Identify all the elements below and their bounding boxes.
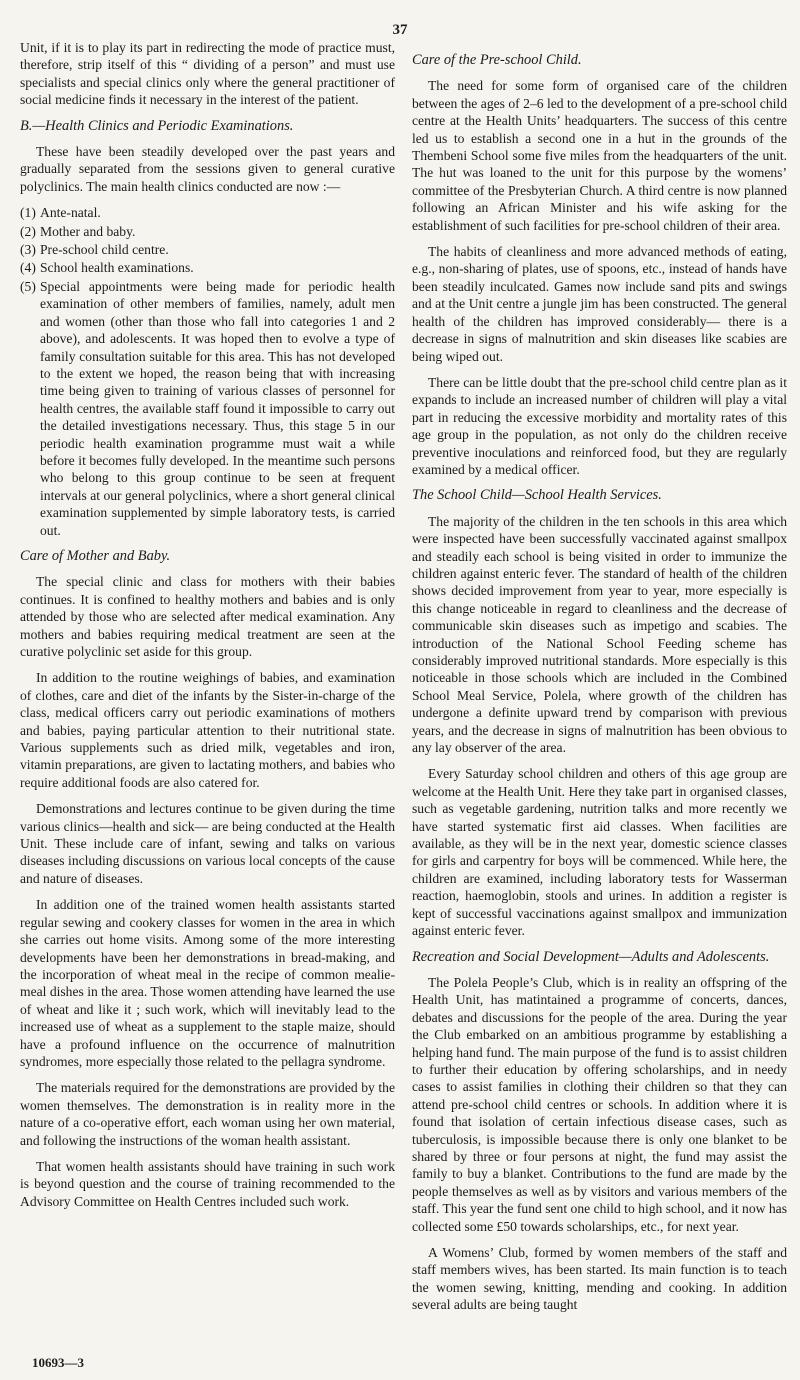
right-column — [412, 48, 787, 1323]
paragraph-preschool-1: The need for some form of organised care of the children between the ages of 2–6 led to the development of a pre-school child centre at the Health Units’ headquarters. The success of this centre led us to establish a second one in a hut in the grounds of the Thembeni School some five miles from the headquarters of the unit. The hut was loaned to the unit for this purpose by the womens’ committee of the Presbyterian Church. A third centre is now planned following an African Minister and his wife asking for the establishment of such facilities for pre-school children of their area. — [412, 78, 787, 233]
clinic-list-item — [20, 204, 395, 221]
paragraph-mother-baby-5: The materials required for the demonstrations are provided by the women themselves. The demonstration is in reality more in the nature of a co-operative effort, each woman using her own material, and following the instructions of the woman health assistant. — [20, 1080, 395, 1148]
left-column — [20, 40, 395, 1219]
paragraph-mother-baby-1: The special clinic and class for mothers with their babies continues. It is confined to healthy mothers and babies and is only attended by those who are selected after medical examination. Any mothers and babies requiring medical treatment are seen at the curative polyclinic set aside for this group. — [20, 574, 395, 659]
clinic-list — [20, 204, 395, 539]
clinic-number: (4) — [20, 260, 36, 276]
clinic-text: Mother and baby. — [40, 223, 136, 239]
paragraph-mother-baby-6: That women health assistants should have training in such work is beyond question and the course of training recommended to the Advisory Committee on Health Centres included such work. — [20, 1158, 395, 1209]
clinic-list-item — [20, 278, 395, 539]
paragraph-mother-baby-4: In addition one of the trained women health assistants started regular sewing and cookery classes for women in the area in which she carries out home visits. Among some of the more interesting developments have been her demonstrations in bread-making, and the incorporation of wheat meal in the recipe of common mealie-meal dishes in the area. Those women attending have learned the use of wheat and like it ; such work, which will inevitably lead to the increased use of wheat as a supplement to the staple maize, should have a profound influence on the occurrence of malnutrition syndromes, more especially those related to the pellagra syndrome. — [20, 897, 395, 1069]
footer-print-code: 10693—3 — [32, 1355, 84, 1370]
paragraph-preschool-2: The habits of cleanliness and more advanced methods of eating, e.g., non-sharing of plates, use of spoons, etc., instead of hands have been steadily inculcated. Games now include sand pits and swings and at the Unit centre a jungle jim has been constructed. The general health of the children has improved considerably— there is a decrease in signs of malnutrition and skin diseases like scabies are being wiped out. — [412, 244, 787, 364]
paragraph-school-1: The majority of the children in the ten schools in this area which were inspected have been successfully vaccinated against smallpox and steadily each school is being visited in order to immunize the children against enteric fever. The standard of health of the children shows decided improvement from year to year, more especially is this change noticeable in regard to cleanliness and the decrease of communicable skin diseases such as impetigo and scabies. The introduction of the National School Feeding scheme has considerably improved nutritional standards. More especially is this noticeable in those schools which are included in the Combined School Meal Service, Polela, where growth of the children has undergone a definite upward trend by comparison with previous years, and the decrease in signs of malnutrition has been obvious to any lay observer of the area. — [412, 513, 787, 756]
paragraph-school-2: Every Saturday school children and others of this age group are welcome at the Health Unit. Here they take part in organised classes, such as vegetable gardening, nutrition talks and more recently we have started systematic first aid classes. When facilities are available, as they will be in the next year, domestic science classes for girls and carpentry for boys will be commenced. While here, the children are examined, including laboratory tests for Wasserman reaction, haemoglobin, stools and urines. In addition a register is kept of successful vaccinations against smallpox and immunization against enteric fever. — [412, 766, 787, 939]
paragraph-mother-baby-2: In addition to the routine weighings of babies, and examination of clothes, care and diet of the infants by the Sister-in-charge of the class, medical officers carry out periodic examinations of mothers and babies, paying particular attention to their nutritional state. Various supplements such as dried milk, vegetables and iron, vitamin preparations, are given to lactating mothers, and babies who require additional foods are also catered for. — [20, 670, 395, 790]
heading-health-clinics: B.—Health Clinics and Periodic Examinations. — [20, 117, 294, 134]
clinic-text: Pre-school child centre. — [40, 242, 169, 258]
clinic-number: (1) — [20, 205, 36, 221]
clinic-text: Special appointments were being made for periodic health examination of other members of families, namely, adult men and women (other than those who fall into categories 1 and 2 above), and adolescents. It was hoped then to evolve a type of family consultation suitable for this area. This has not developed to the extent we hoped, the reason being that with increasing time being given to training of various classes of personnel for health centres, the available staff found it impossible to carry out the detailed investigations necessary. Thus, this stage 5 in our periodic health examination programme must wait a while before it becomes fully developed. In the meantime such persons who belong to this group continue to be seen at frequent intervals at our general polyclinics, where a short general clinical examination supplemented by simple laboratory tests, is carried out. — [40, 278, 395, 538]
paragraph-intro: Unit, if it is to play its part in redirecting the mode of practice must, therefore, strip itself of this “ dividing of a person” and must use specialists and special clinics only where the general practitioner of social medicine finds it necessary in the interest of the patient. — [20, 40, 395, 108]
paragraph-health-clinics: These have been steadily developed over the past years and gradually separated from the sessions given to general curative polyclinics. The main health clinics conducted are now :— — [20, 144, 395, 194]
paragraph-recreation-2: A Womens’ Club, formed by women members of the staff and staff members wives, has been started. Its main function is to teach the women sewing, knitting, mending and cooking. In addition several adults are being taught — [412, 1245, 787, 1313]
heading-school-child: The School Child—School Health Services. — [412, 487, 662, 504]
heading-mother-baby: Care of Mother and Baby. — [20, 547, 171, 564]
page-number: 37 — [392, 22, 408, 38]
clinic-number: (5) — [20, 278, 36, 294]
paragraph-mother-baby-3: Demonstrations and lectures continue to be given during the time various clinics—health and sick— are being conducted at the Health Unit. These include care of infant, sewing and talks on various diseases including discussions on various local concepts of the cause and nature of diseases. — [20, 801, 395, 886]
heading-recreation: Recreation and Social Development—Adults and Adolescents. — [412, 948, 770, 965]
clinic-list-item — [20, 259, 395, 276]
clinic-number: (2) — [20, 223, 36, 239]
clinic-list-item — [20, 223, 395, 240]
clinic-number: (3) — [20, 242, 36, 258]
heading-preschool: Care of the Pre-school Child. — [412, 52, 582, 68]
clinic-text: Ante-natal. — [40, 205, 101, 221]
paragraph-preschool-3: There can be little doubt that the pre-school child centre plan as it expands to include an increased number of children will play a vital part in reducing the excessive morbidity and mortality rates of this age group in the population, as not only do the children receive preventive inoculations and reinforced food, but they are regularly examined by a medical officer. — [412, 374, 787, 477]
clinic-list-item — [20, 241, 395, 258]
clinic-text: School health examinations. — [40, 260, 194, 276]
paragraph-recreation-1: The Polela People’s Club, which is in reality an offspring of the Health Unit, has matintained a programme of concerts, dances, debates and discussions for the people of the area. During the year the Club embarked on an ambitious programme by establishing a helping hand fund. The main purpose of the fund is to assist children to further their education by offering scholarships, and in needy cases to assist families in clothing their children so that they can attend pre-school child centres or schools. In addition where it is found that isolation of certain infectious disease cases, such as tuberculosis, is impossible because there is only one blanket to be shared by three or four persons at night, the fund may assist the family to buy a blanket. Contributions to the fund are made by the people themselves as well as by visitors and various members of the staff. This year the fund sent one child to high school, and it now has collected some £50 towards scholarships, etc., for next year. — [412, 974, 787, 1234]
